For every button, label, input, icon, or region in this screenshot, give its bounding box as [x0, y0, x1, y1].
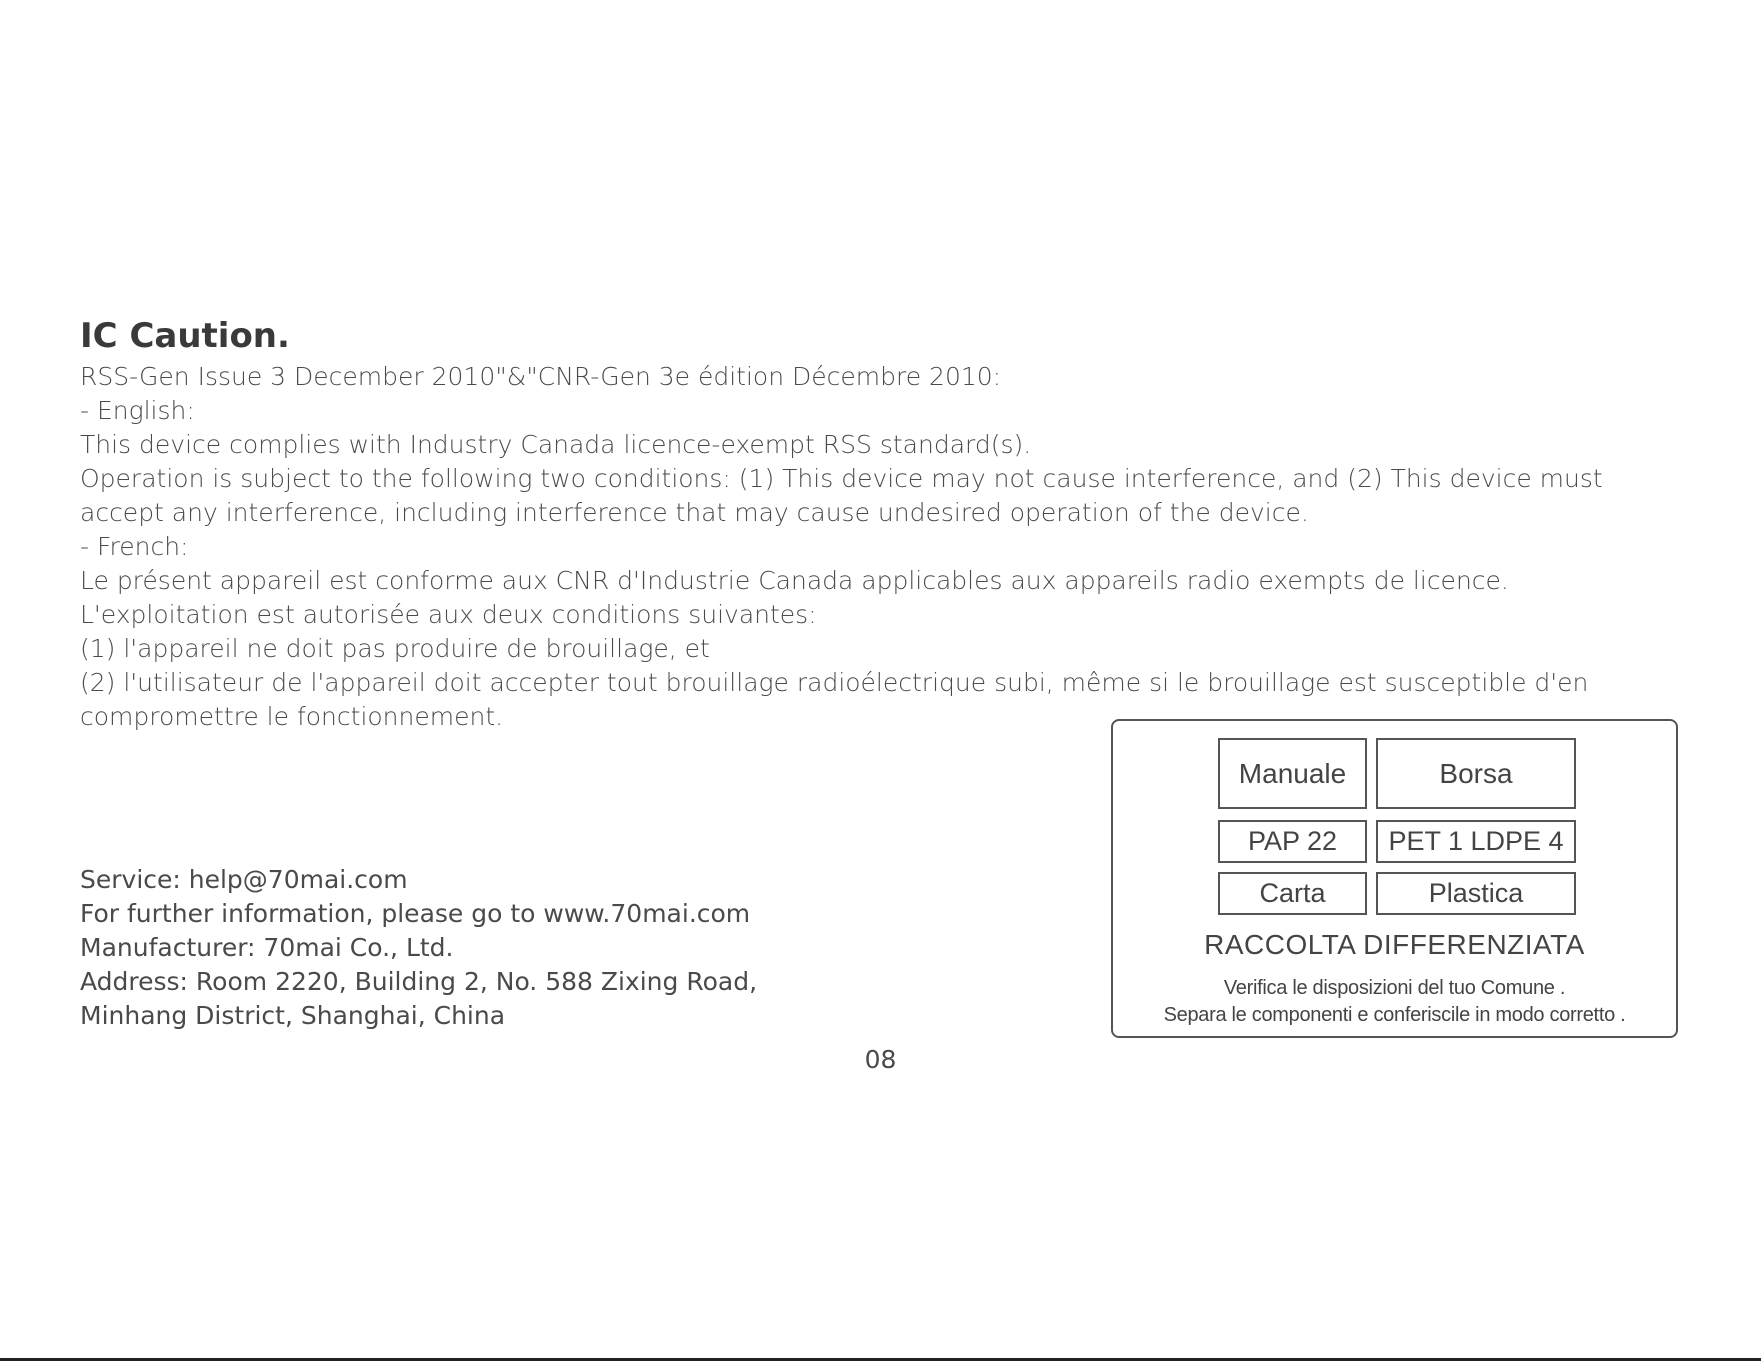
- recycle-item-bag: Borsa: [1376, 738, 1576, 809]
- text-line: compromettre le fonctionnement.: [80, 702, 504, 731]
- page-number: 08: [864, 1045, 897, 1074]
- address-line: Minhang District, Shanghai, China: [80, 1001, 506, 1030]
- text-line: - French:: [80, 532, 189, 561]
- recycle-code-plastic: PET 1 LDPE 4: [1376, 820, 1576, 863]
- text-line: RSS-Gen Issue 3 December 2010"&"CNR-Gen 3e édition Décembre 2010:: [80, 362, 1002, 391]
- text-line: (1) l'appareil ne doit pas produire de brouillage, et: [80, 634, 710, 663]
- page-title: IC Caution.: [80, 316, 290, 356]
- contact-info: [80, 863, 757, 1033]
- text-line: (2) l'utilisateur de l'appareil doit accepter tout brouillage radioélectrique subi, même si le brouillage est susceptible d'en: [80, 668, 1589, 697]
- text-line: Le présent appareil est conforme aux CNR d'Industrie Canada applicables aux appareils radio exempts de licence.: [80, 566, 1509, 595]
- recycle-material-plastic: Plastica: [1376, 872, 1576, 915]
- recycling-label: [1111, 719, 1678, 1038]
- text-line: Operation is subject to the following two conditions: (1) This device may not cause interference, and (2) This device must: [80, 464, 1603, 493]
- recycle-material-paper: Carta: [1218, 872, 1367, 915]
- text-line: - English:: [80, 396, 195, 425]
- text-line: accept any interference, including interference that may cause undesired operation of the device.: [80, 498, 1309, 527]
- recycling-title: RACCOLTA DIFFERENZIATA: [1204, 929, 1585, 960]
- ic-caution-text: [80, 360, 1640, 734]
- text-line: This device complies with Industry Canada licence-exempt RSS standard(s).: [80, 430, 1032, 459]
- website-info: For further information, please go to www.70mai.com: [80, 899, 751, 928]
- manufacturer: Manufacturer: 70mai Co., Ltd.: [80, 933, 454, 962]
- address-line: Address: Room 2220, Building 2, No. 588 Zixing Road,: [80, 967, 758, 996]
- service-email: Service: help@70mai.com: [80, 865, 408, 894]
- recycling-note: Verifica le disposizioni del tuo Comune .: [1223, 977, 1566, 999]
- recycle-code-paper: PAP 22: [1218, 820, 1367, 863]
- recycle-item-manual: Manuale: [1218, 738, 1367, 809]
- text-line: L'exploitation est autorisée aux deux conditions suivantes:: [80, 600, 817, 629]
- recycling-note: Separa le componenti e conferiscile in modo corretto .: [1163, 1004, 1626, 1026]
